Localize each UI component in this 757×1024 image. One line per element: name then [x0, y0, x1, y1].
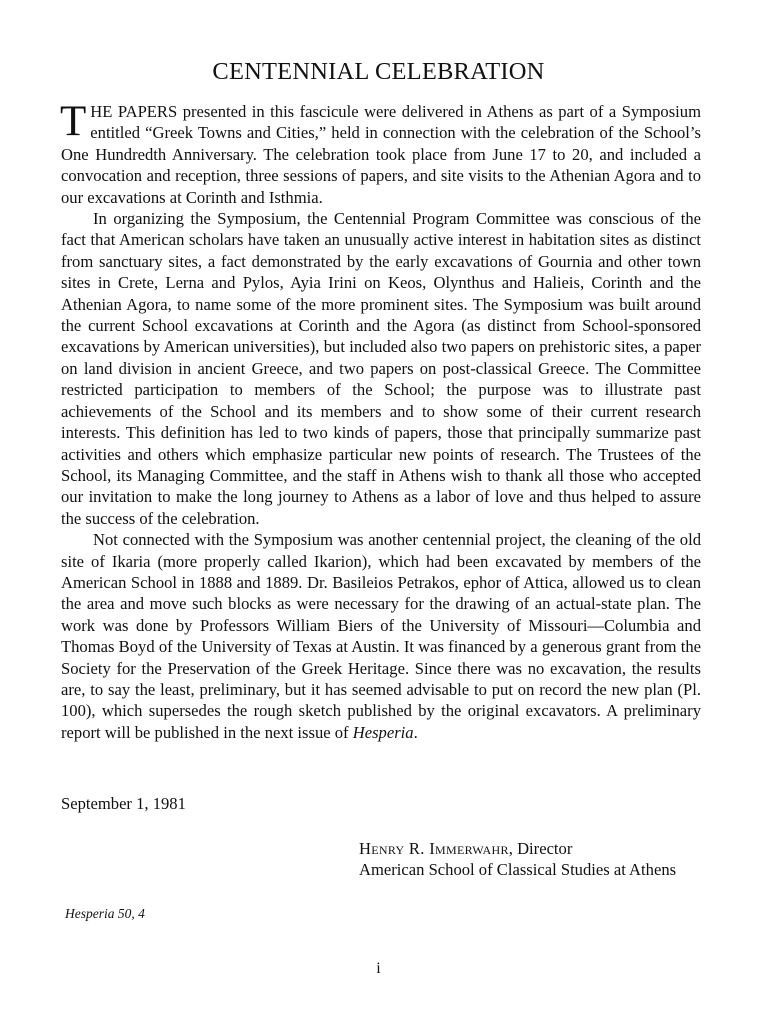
- paragraph-3: [61, 529, 701, 743]
- signature-line: [359, 838, 676, 859]
- drop-cap: T: [60, 98, 87, 145]
- page-title: CENTENNIAL CELEBRATION: [212, 58, 545, 85]
- journal-name: Hesperia: [352, 722, 414, 742]
- paragraph-2: In organizing the Symposium, the Centennial Program Committee was conscious of the fact that American scholars have taken an unusually active interest in habitation sites as distinct from sanctuary sites, a fact demonstrated by the early excavations of Gournia and other town sites in Crete, Lerna and Pylos, Ayia Irini on Keos, Olynthus and Halieis, Corinth and the Athenian Agora, to name some of the more prominent sites. The Symposium was built around the current School excavations at Corinth and the Agora (as distinct from School-sponsored excavations by American universities), but included also two papers on prehistoric sites, a paper on land division in ancient Greece, and two papers on post-classical Greece. The Committee restricted participation to members of the School; the purpose was to illustrate past achievements of the School and its members and to show some of their current research interests. This definition has led to two kinds of papers, those that principally summarize past activities and others which emphasize particular new points of research. The Trustees of the School, its Managing Committee, and the staff in Athens wish to thank all those who accepted our invitation to make the long journey to Athens as a labor of love and thus helped to assure the success of the celebration.: [61, 209, 701, 528]
- signatory-institution: American School of Classical Studies at Athens: [359, 860, 677, 880]
- paragraph-3-text: Not connected with the Symposium was another centennial project, the cleaning of the old site of Ikaria (more properly called Ikarion), which had been excavated by members of the American School in 1888 and 1889. Dr. Basileios Petrakos, ephor of Attica, allowed us to clean the area and move such blocks as were necessary for the drawing of an actual-state plan. The work was done by Professors William Biers of the University of Missouri—Columbia and Thomas Boyd of the University of Texas at Austin. It was financed by a generous grant from the Society for the Preservation of the Greek Heritage. Since there was no excavation, the results are, to say the least, preliminary, but it has seemed advisable to put on record the new plan (Pl. 100), which supersedes the rough sketch published by the original excavators. A preliminary report will be published in the next issue of: [61, 530, 701, 742]
- article-body: [60, 98, 701, 743]
- paragraph-3-end: .: [413, 722, 418, 742]
- paragraph-1-lead: HE PAPERS: [90, 102, 178, 121]
- paragraph-1: [60, 98, 701, 208]
- paragraph-1-text: presented in this fascicule were delivered in Athens as part of a Symposium entitled “Greek Towns and Cities,” held in connection with the celebration of the School’s One Hundredth Anniversary. The celebration took place from June 17 to 20, and included a convocation and reception, three sessions of papers, and site visits to the Athenian Agora and to our excavations at Corinth and Isthmia.: [61, 102, 701, 207]
- page-number: i: [376, 960, 381, 977]
- dateline: September 1, 1981: [61, 794, 186, 813]
- signature-block: [359, 838, 676, 881]
- signatory-name: Henry R. Immerwahr: [359, 839, 509, 858]
- signatory-role: , Director: [508, 839, 573, 858]
- journal-reference: Hesperia 50, 4: [65, 906, 145, 921]
